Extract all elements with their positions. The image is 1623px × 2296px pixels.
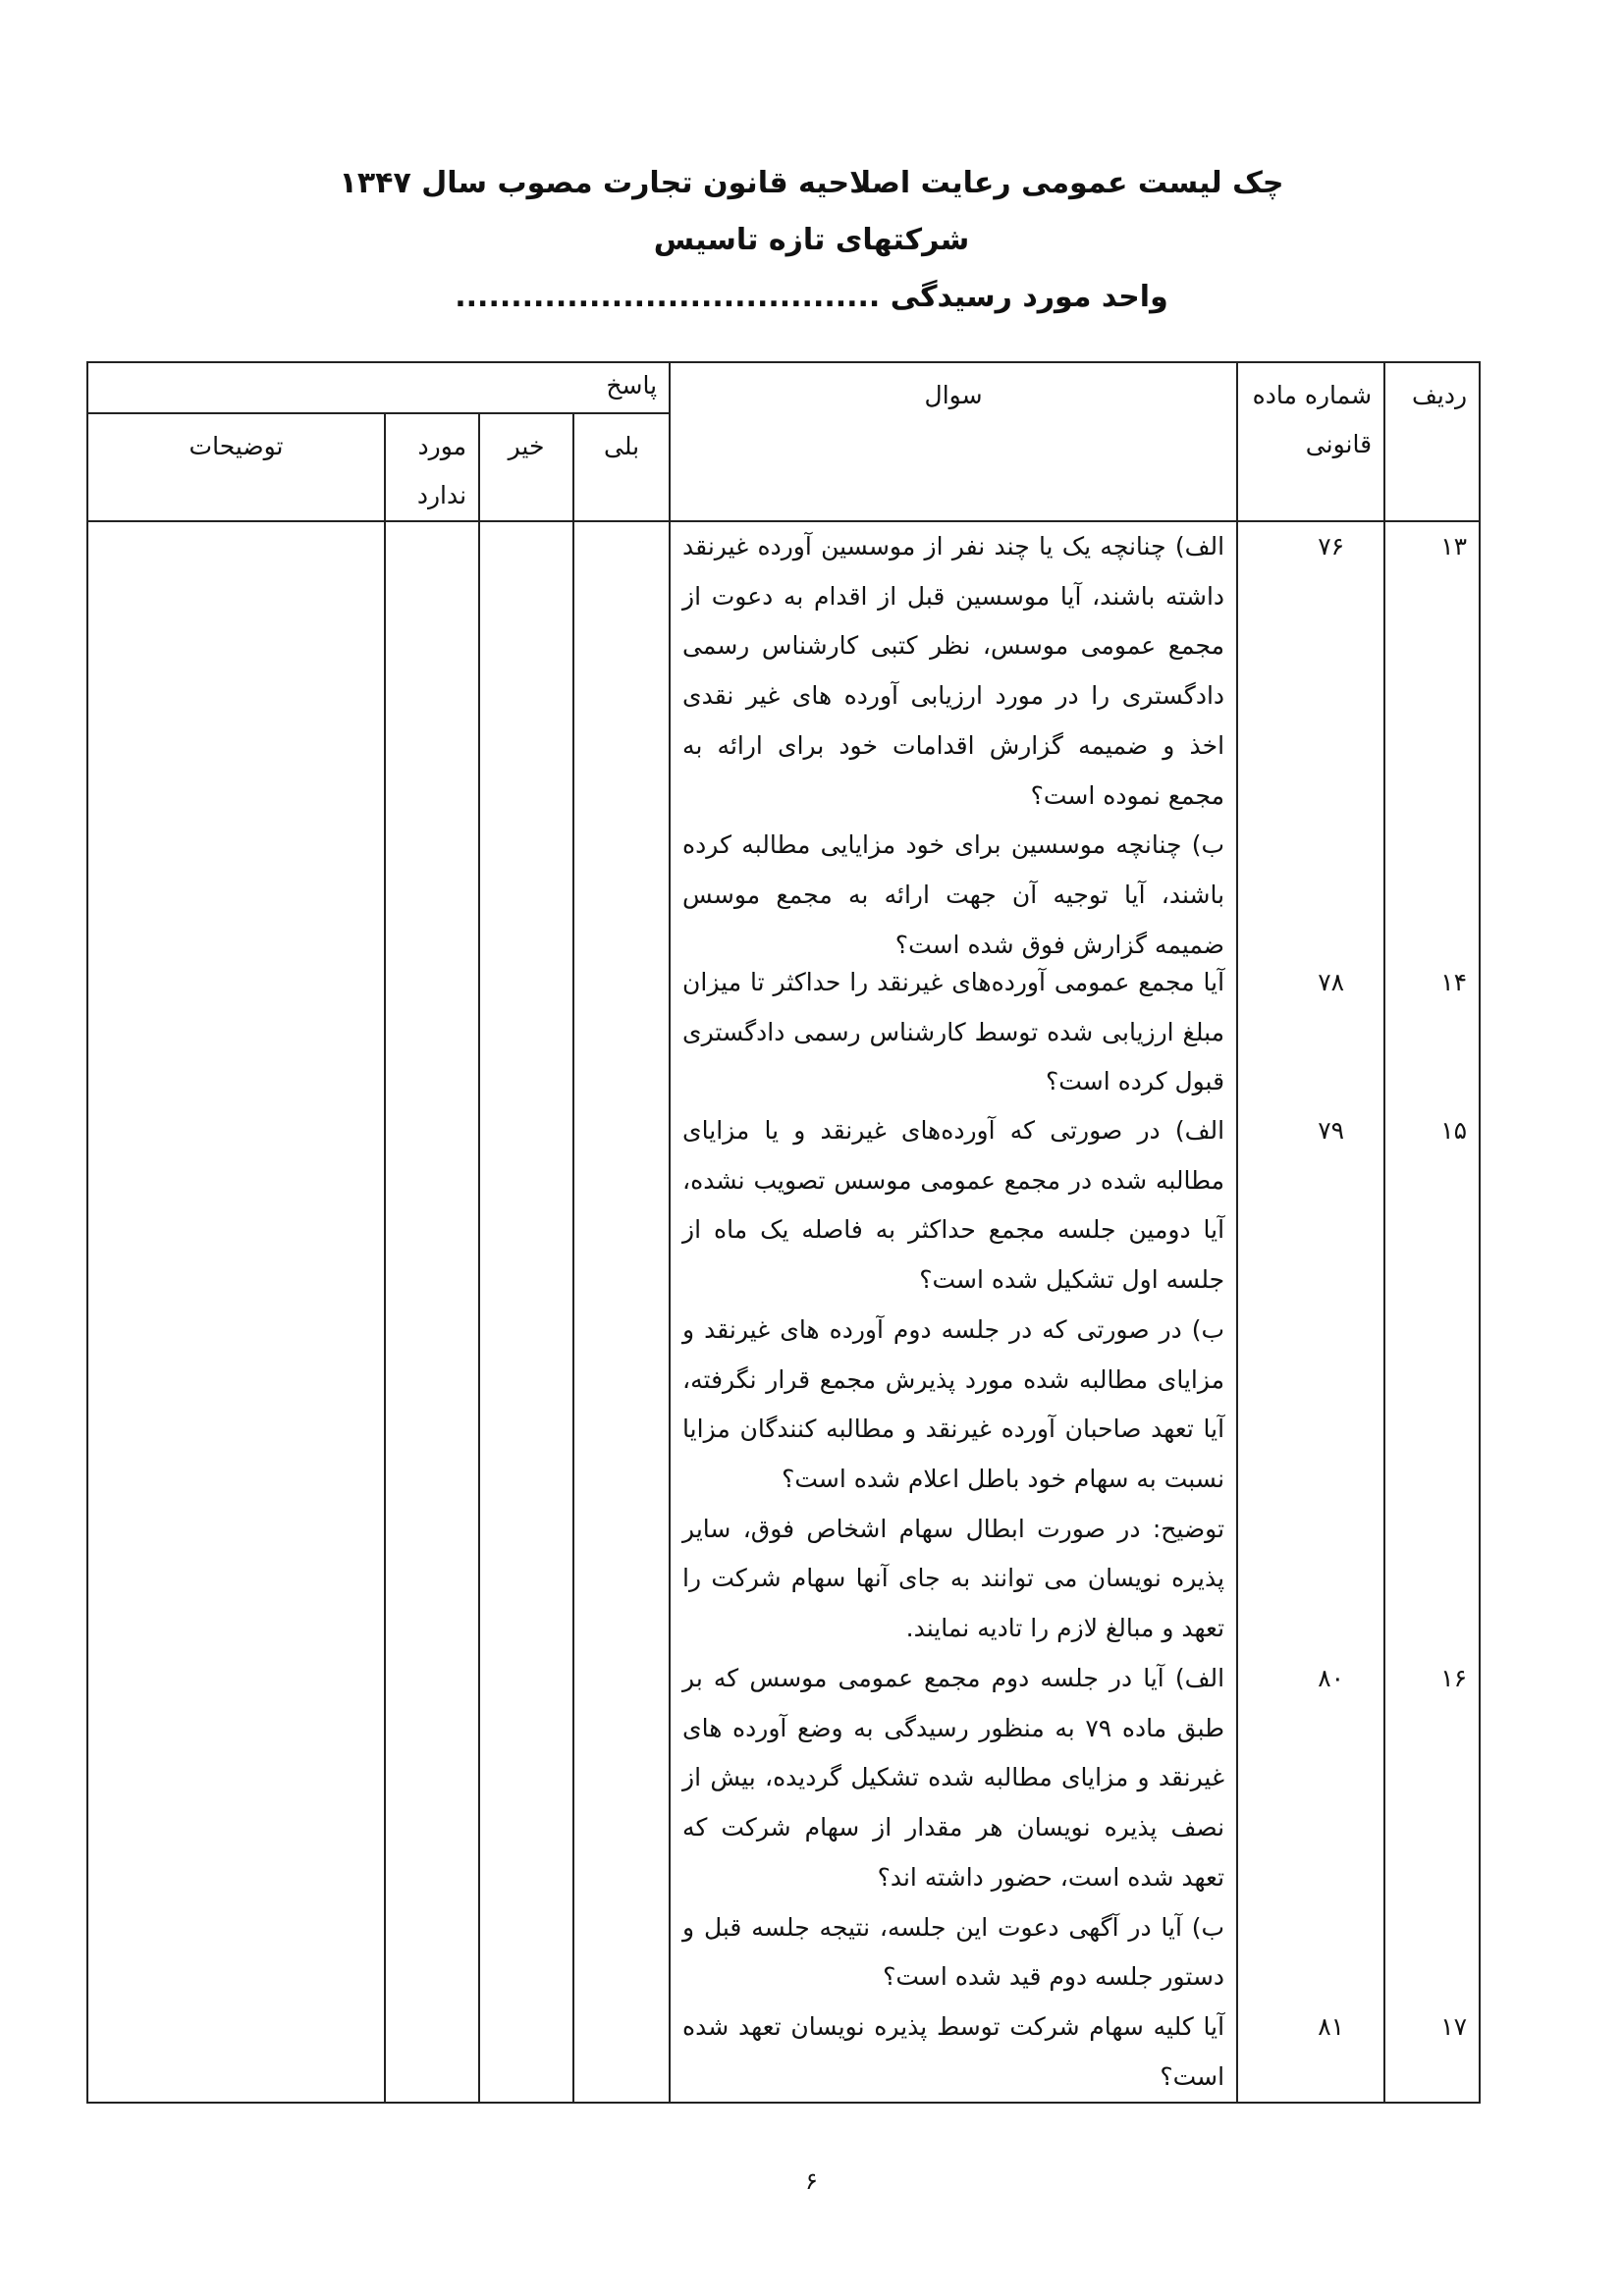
header-tozihat: توضیحات xyxy=(87,413,385,521)
header-bali: بلی xyxy=(573,413,670,521)
row-madde-78: ۷۸ xyxy=(1318,968,1345,996)
question-row-17 xyxy=(682,2002,1224,2102)
answer-bali-cell[interactable] xyxy=(573,521,670,2103)
header-radif: ردیف xyxy=(1384,362,1480,521)
question-row-14 xyxy=(682,958,1224,1106)
row-radif-17: ۱۷ xyxy=(1440,2012,1468,2041)
row-radif-16: ۱۶ xyxy=(1440,1664,1468,1692)
question-15-b: ب) در صورتی که در جلسه دوم آورده های غیرنقد و مزایای مطالبه شده مورد پذیرش مجمع قرار نگرفته، آیا تعهد صاحبان آورده غیرنقد و مطالبه کنندگان مزایا نسبت به سهام خود باطل اعلام شده است؟ xyxy=(682,1314,1225,1493)
document-header xyxy=(0,155,1623,326)
question-14: آیا مجمع عمومی آورده‌های غیرنقد را حداکثر تا میزان مبلغ ارزیابی شده توسط کارشناس رسمی دادگستری قبول کرده است؟ xyxy=(682,968,1225,1096)
question-row-15 xyxy=(682,1106,1224,1654)
audit-unit-label: واحد مورد رسیدگی ...................................... xyxy=(455,280,1168,314)
header-pasokh: پاسخ xyxy=(87,362,670,413)
row-radif-15: ۱۵ xyxy=(1440,1116,1468,1145)
questions-column xyxy=(670,521,1237,2103)
answer-kheir-cell[interactable] xyxy=(479,521,573,2103)
question-row-16 xyxy=(682,1654,1224,2002)
row-madde-79: ۷۹ xyxy=(1318,1116,1345,1145)
row-madde-81: ۸۱ xyxy=(1318,2012,1345,2041)
page-number: ۶ xyxy=(805,2167,818,2195)
question-13-a: الف) چنانچه یک یا چند نفر از موسسین آورده غیرنقد داشته باشند، آیا موسسین قبل از اقدام به دعوت از مجمع عمومی موسس، نظر کتبی کارشناس رسمی دادگستری را در مورد ارزیابی آورده های غیر نقدی اخذ و ضمیمه گزارش اقدامات خود برای ارائه به مجمع نموده است؟ xyxy=(682,532,1225,810)
row-madde-76: ۷۶ xyxy=(1318,532,1345,561)
madde-column xyxy=(1237,521,1384,2103)
header-madde: شماره ماده قانونی xyxy=(1237,362,1384,521)
radif-column xyxy=(1384,521,1480,2103)
answer-mored-nadarad-cell[interactable] xyxy=(385,521,479,2103)
question-15-a: الف) در صورتی که آورده‌های غیرنقد و یا مزایای مطالبه شده در مجمع عمومی موسس تصویب نشده، آیا دومین جلسه مجمع حداکثر به فاصله یک ماه از جلسه اول تشکیل شده است؟ xyxy=(682,1116,1225,1295)
header-kheir: خیر xyxy=(479,413,573,521)
row-radif-14: ۱۴ xyxy=(1440,968,1468,996)
row-radif-13: ۱۳ xyxy=(1440,532,1468,561)
checklist-table xyxy=(86,361,1481,2104)
answer-tozihat-cell[interactable] xyxy=(87,521,385,2103)
question-13-b: ب) چنانچه موسسین برای خود مزایایی مطالبه کرده باشند، آیا توجیه آن جهت ارائه به مجمع موسس ضمیمه گزارش فوق شده است؟ xyxy=(682,830,1225,959)
question-16-a: الف) آیا در جلسه دوم مجمع عمومی موسس که بر طبق ماده ۷۹ به منظور رسیدگی به وضع آورده های غیرنقد و مزایای مطالبه شده تشکیل گردیده، بیش از نصف پذیره نویسان هر مقدار از سهام شرکت که تعهد شده است، حضور داشته اند؟ xyxy=(682,1664,1225,1892)
document-title: چک لیست عمومی رعایت اصلاحیه قانون تجارت مصوب سال ۱۳۴۷ xyxy=(339,166,1284,200)
document-subtitle: شرکتهای تازه تاسیس xyxy=(653,223,970,257)
header-mored-nadarad: مورد ندارد xyxy=(385,413,479,521)
question-16-b: ب) آیا در آگهی دعوت این جلسه، نتیجه جلسه قبل و دستور جلسه دوم قید شده است؟ xyxy=(682,1912,1225,1992)
row-madde-80: ۸۰ xyxy=(1318,1664,1345,1692)
question-17: آیا کلیه سهام شرکت توسط پذیره نویسان تعهد شده است؟ xyxy=(682,2012,1225,2091)
question-row-13 xyxy=(682,522,1224,958)
question-15-note: توضیح: در صورت ابطال سهام اشخاص فوق، سایر پذیره نویسان می توانند به جای آنها سهام شرکت را تعهد و مبالغ لازم را تادیه نمایند. xyxy=(682,1514,1225,1643)
header-soal: سوال xyxy=(670,362,1237,521)
